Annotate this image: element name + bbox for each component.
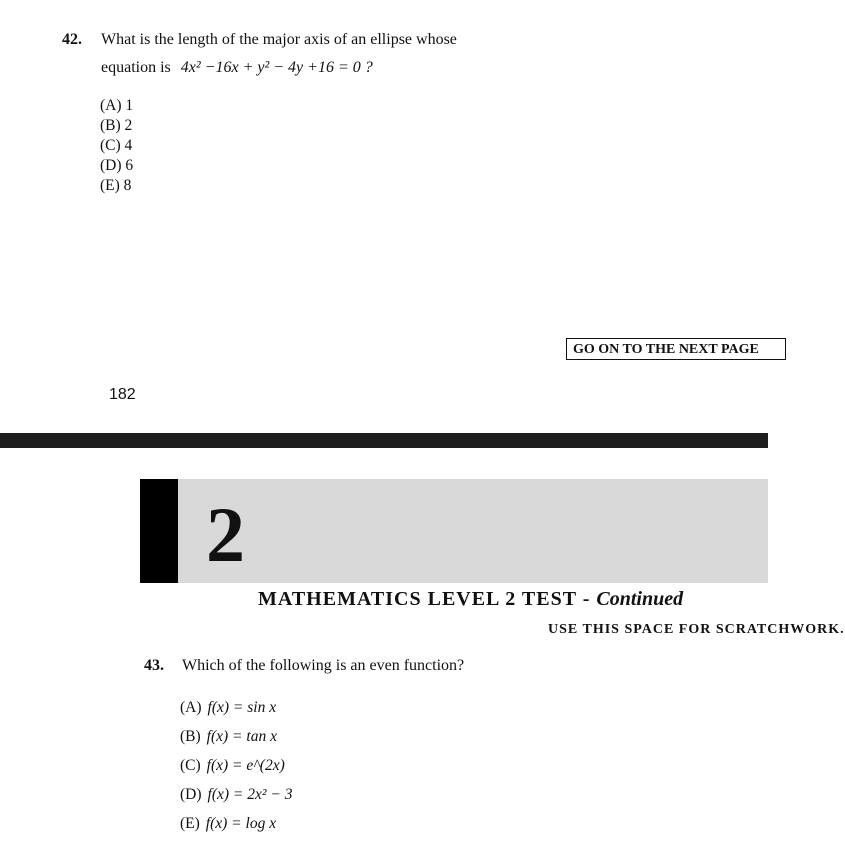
question-number: 42.: [62, 31, 82, 48]
choice-expression: f(x) = 2x² − 3: [207, 786, 293, 803]
question-stem: What is the length of the major axis of an ellipse whose: [101, 31, 457, 48]
ellipse-equation: 4x² −16x + y² − 4y +16 = 0 ?: [180, 59, 373, 76]
choice-expression: f(x) = e^(2x): [206, 757, 285, 774]
choice-e[interactable]: [180, 813, 293, 842]
choice-value: 8: [123, 177, 132, 194]
choice-letter: (E): [100, 177, 120, 194]
choice-value: 6: [125, 157, 134, 174]
scratchwork-note: USE THIS SPACE FOR SCRATCHWORK.: [548, 622, 845, 637]
question-number: 43.: [144, 657, 164, 674]
choice-letter: (B): [180, 728, 201, 745]
test-title-continued: Continued: [596, 588, 684, 610]
choice-expression: f(x) = tan x: [206, 728, 277, 745]
choice-e[interactable]: [100, 176, 133, 196]
page-number: 182: [109, 386, 136, 403]
choice-expression: f(x) = log x: [205, 815, 277, 832]
question-stem-continuation: equation is: [101, 59, 171, 76]
answer-choices-42: [100, 96, 133, 196]
question-stem-line2: [101, 54, 373, 82]
choice-d[interactable]: [100, 156, 133, 176]
section-number: 2: [206, 491, 245, 578]
test-title: [258, 588, 683, 611]
choice-c[interactable]: [100, 136, 133, 156]
choice-letter: (E): [180, 815, 200, 832]
choice-letter: (D): [100, 157, 122, 174]
choice-value: 2: [124, 117, 133, 134]
choice-b[interactable]: [180, 726, 293, 755]
choice-c[interactable]: [180, 755, 293, 784]
choice-letter: (C): [100, 137, 121, 154]
choice-letter: (A): [100, 97, 122, 114]
choice-letter: (D): [180, 786, 202, 803]
choice-expression: f(x) = sin x: [207, 699, 277, 716]
page-divider: [0, 433, 768, 448]
answer-choices-43: [180, 697, 293, 842]
choice-letter: (A): [180, 699, 202, 716]
choice-a[interactable]: [100, 96, 133, 116]
choice-d[interactable]: [180, 784, 293, 813]
choice-a[interactable]: [180, 697, 293, 726]
section-header-block: [140, 479, 178, 583]
choice-value: 4: [124, 137, 133, 154]
go-on-next-page-box: GO ON TO THE NEXT PAGE: [566, 338, 786, 360]
choice-b[interactable]: [100, 116, 133, 136]
choice-letter: (B): [100, 117, 121, 134]
question-stem: Which of the following is an even function?: [182, 657, 465, 674]
test-title-text: MATHEMATICS LEVEL 2 TEST -: [258, 588, 591, 610]
choice-value: 1: [125, 97, 134, 114]
choice-letter: (C): [180, 757, 201, 774]
